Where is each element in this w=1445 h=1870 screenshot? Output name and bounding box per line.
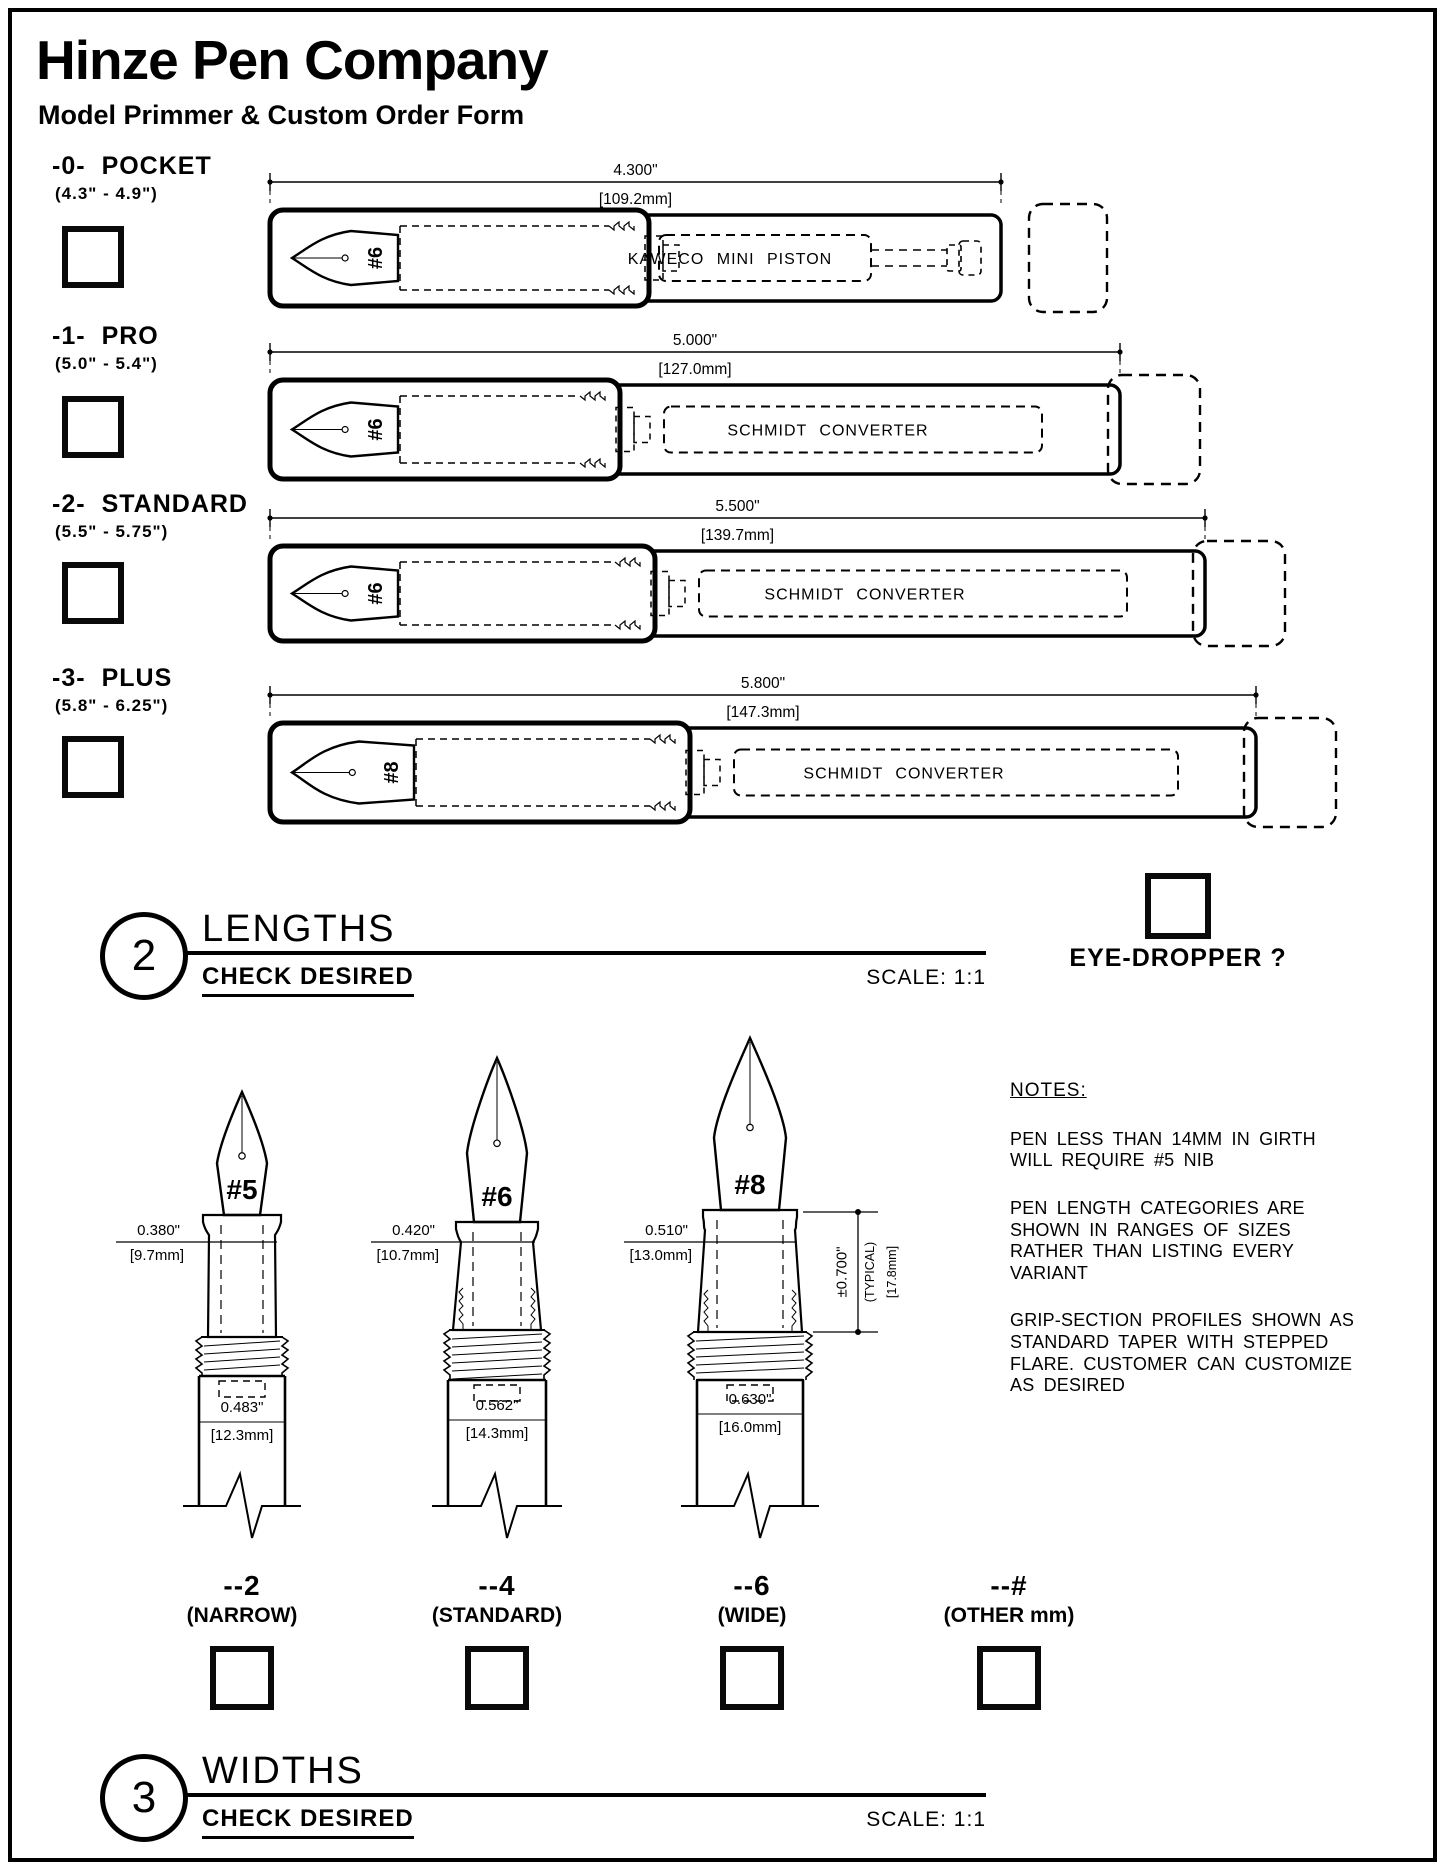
width-code-standard: --4 [478, 1570, 516, 1601]
dim-mm: [109.2mm] [598, 191, 673, 208]
length-code: -1- [52, 322, 86, 350]
nib-size-label: #8 [734, 1169, 766, 1200]
note-item: PEN LESS THAN 14MM IN GIRTH WILL REQUIRE #5 NIB [1010, 1128, 1316, 1171]
grip-dim-inches: 0.510" [645, 1222, 688, 1239]
dim-inches: 4.300" [613, 162, 658, 179]
length-row-label-standard [52, 490, 248, 519]
widths-scale-label: SCALE: 1:1 [866, 1808, 986, 1831]
checkbox-eye-dropper[interactable] [1145, 873, 1211, 939]
length-name: STANDARD [101, 490, 248, 518]
length-name: PRO [101, 322, 159, 350]
nib-size-label: #6 [481, 1181, 513, 1212]
section-height-dim-mm: [17.8mm] [885, 1245, 899, 1299]
length-row-label-pocket [52, 152, 212, 181]
pen-drawing-pocket [250, 148, 1390, 338]
width-name-other: (OTHER mm) [943, 1604, 1075, 1627]
length-row-label-plus [52, 664, 172, 693]
length-range-plus: (5.8" - 6.25") [55, 696, 169, 715]
pen-drawing-plus [250, 661, 1390, 851]
grip-dim-inches: 0.380" [137, 1222, 180, 1239]
page-title: Hinze Pen Company [36, 29, 548, 91]
dim-inches: 5.800" [740, 675, 786, 692]
checkbox-width-wide[interactable] [720, 1646, 784, 1710]
dim-inches: 5.500" [715, 498, 760, 515]
barrel-dim-mm: [12.3mm] [210, 1427, 274, 1444]
nib-figure-5 [112, 1030, 372, 1570]
nib-size-label: #8 [381, 761, 403, 784]
form-subtitle: Model Primmer & Custom Order Form [38, 100, 525, 130]
typical-note: (TYPICAL) [863, 1241, 877, 1303]
grip-dim-mm: [10.7mm] [376, 1247, 439, 1264]
length-name: PLUS [101, 664, 173, 692]
checkbox-length-plus[interactable] [62, 736, 124, 798]
section-height-dim: ±0.700" [833, 1246, 851, 1298]
barrel-dim-mm: [16.0mm] [718, 1419, 782, 1436]
eye-dropper-label: EYE-DROPPER ? [1069, 944, 1287, 972]
length-range-pro: (5.0" - 5.4") [55, 354, 158, 373]
length-name: POCKET [101, 152, 212, 180]
checkbox-width-standard[interactable] [465, 1646, 529, 1710]
pen-drawing-standard [250, 484, 1390, 674]
length-range-pocket: (4.3" - 4.9") [55, 184, 158, 203]
width-name-narrow: (NARROW) [186, 1604, 298, 1627]
barrel-dim-inches: 0.483" [220, 1399, 264, 1416]
filling-system-label: SCHMIDT CONVERTER [764, 586, 966, 604]
barrel-dim-mm: [14.3mm] [465, 1425, 529, 1442]
nib-size-label: #5 [226, 1174, 258, 1205]
lengths-scale-label: SCALE: 1:1 [866, 966, 986, 989]
dim-inches: 5.000" [672, 332, 718, 349]
dim-mm: [147.3mm] [726, 704, 800, 721]
barrel-dim-inches: 0.562" [475, 1397, 519, 1414]
length-code: -3- [52, 664, 86, 692]
barrel-dim-inches: 0.630" [728, 1391, 772, 1408]
section-2-rule [186, 951, 986, 955]
length-row-label-pro [52, 322, 159, 351]
nib-size-label: #6 [365, 582, 387, 605]
checkbox-width-other[interactable] [977, 1646, 1041, 1710]
nib-size-label: #6 [365, 246, 387, 270]
width-code-other: --# [990, 1570, 1028, 1601]
width-name-standard: (STANDARD) [431, 1604, 563, 1627]
length-range-standard: (5.5" - 5.75") [55, 522, 169, 541]
checkbox-length-pro[interactable] [62, 396, 124, 458]
grip-dim-mm: [9.7mm] [129, 1247, 184, 1264]
checkbox-length-standard[interactable] [62, 562, 124, 624]
section-3-marker: 3 [100, 1754, 188, 1842]
note-item: GRIP-SECTION PROFILES SHOWN AS STANDARD TAPER WITH STEPPED FLARE. CUSTOMER CAN CUSTOMIZE AS DESIRED [1010, 1310, 1355, 1396]
filling-system-label: KAWECO MINI PISTON [627, 251, 833, 268]
width-code-wide: --6 [733, 1570, 771, 1601]
lengths-section-title: LENGTHS [202, 908, 396, 950]
length-code: -0- [52, 152, 86, 180]
length-code: -2- [52, 490, 86, 518]
grip-dim-inches: 0.420" [392, 1222, 435, 1239]
checkbox-length-pocket[interactable] [62, 226, 124, 288]
grip-dim-mm: [13.0mm] [629, 1247, 692, 1264]
note-item: PEN LENGTH CATEGORIES ARE SHOWN IN RANGES OF SIZES RATHER THAN LISTING EVERY VARIANT [1010, 1197, 1305, 1283]
width-name-wide: (WIDE) [717, 1604, 787, 1627]
lengths-check-desired: CHECK DESIRED [202, 963, 414, 997]
width-code-narrow: --2 [223, 1570, 261, 1601]
notes-block [1010, 1080, 1358, 1423]
widths-check-desired: CHECK DESIRED [202, 1805, 414, 1839]
pen-drawing-pro [250, 318, 1390, 508]
section-3-rule [186, 1793, 986, 1797]
checkbox-width-narrow[interactable] [210, 1646, 274, 1710]
dim-mm: [127.0mm] [658, 361, 732, 378]
nib-size-label: #6 [365, 418, 387, 441]
nib-figure-8 [620, 1030, 920, 1570]
section-2-marker: 2 [100, 912, 188, 1000]
nib-figure-6 [367, 1030, 627, 1570]
notes-title: NOTES: [1010, 1080, 1087, 1101]
dim-mm: [139.7mm] [700, 527, 775, 544]
filling-system-label: SCHMIDT CONVERTER [803, 765, 1005, 783]
filling-system-label: SCHMIDT CONVERTER [727, 422, 929, 440]
widths-section-title: WIDTHS [202, 1750, 364, 1792]
